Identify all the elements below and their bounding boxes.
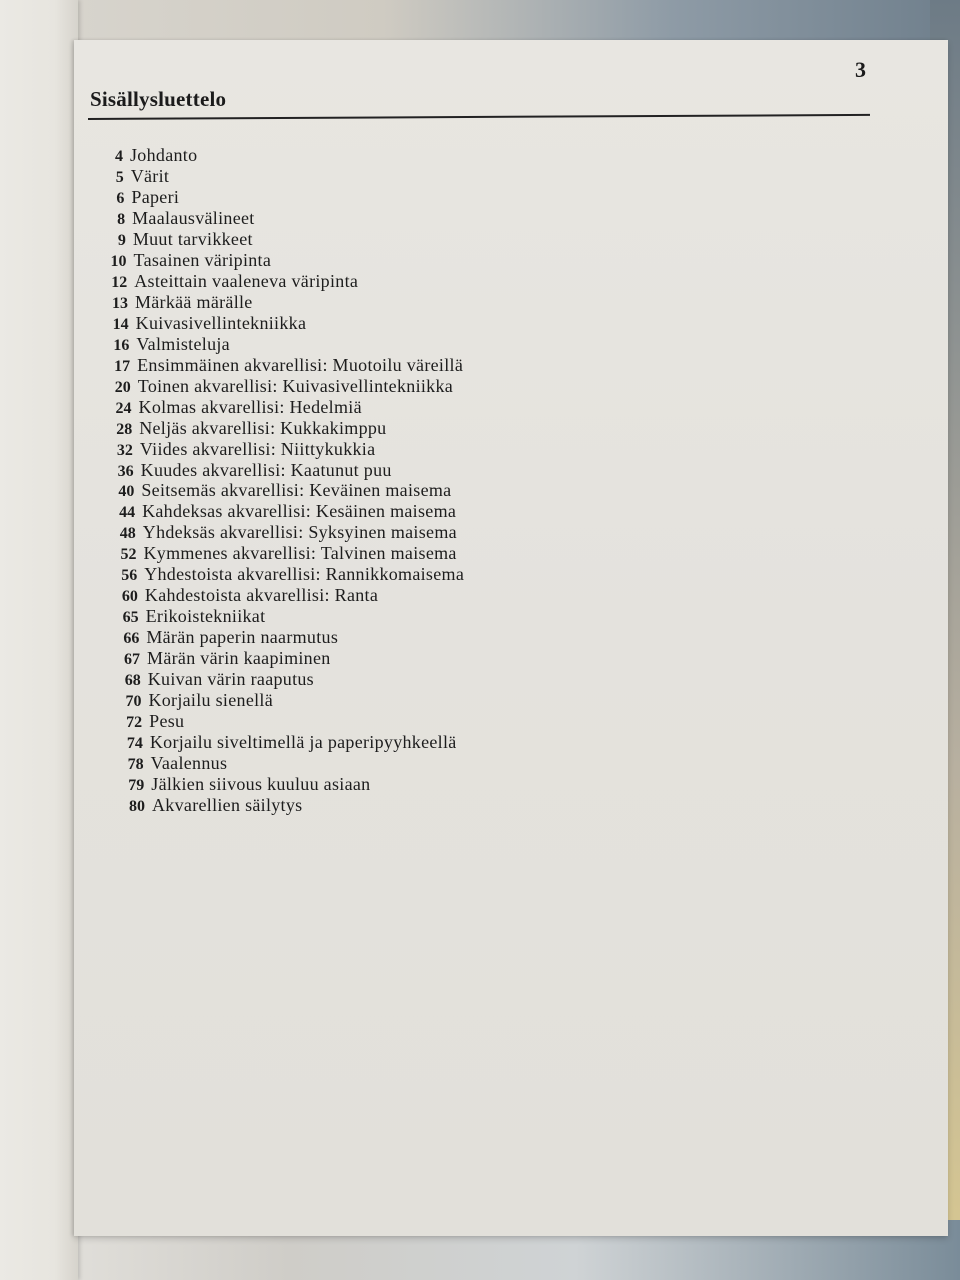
toc-entry (120, 795, 302, 817)
toc-page-number: 78 (127, 756, 144, 774)
toc-entry (116, 669, 314, 691)
toc-page-number: 20 (114, 378, 131, 396)
page-title: Sisällysluettelo (90, 87, 227, 111)
toc-title: Tasainen väripinta (133, 249, 272, 270)
toc-title: Kuivasivellintekniikka (135, 312, 307, 333)
toc-entry (111, 522, 457, 544)
toc-page-number: 79 (128, 777, 145, 795)
toc-page-number: 74 (126, 735, 143, 753)
toc-page-number: 9 (117, 231, 126, 249)
toc-entry (118, 732, 457, 754)
toc-title: Akvarellien säilytys (152, 795, 303, 815)
toc-title: Korjailu sienellä (148, 690, 273, 711)
toc-entry (105, 355, 463, 377)
toc-page-number: 72 (126, 714, 143, 732)
toc-entry (106, 376, 453, 398)
toc-title: Märän värin kaapiminen (147, 648, 331, 669)
toc-title: Värit (130, 165, 170, 186)
toc-title: Pesu (149, 711, 185, 732)
toc-title: Yhdeksäs akvarellisi: Syksyinen maisema (142, 522, 457, 543)
toc-title: Neljäs akvarellisi: Kukkakimppu (139, 417, 387, 438)
toc-entry (109, 460, 392, 482)
toc-entry (104, 313, 307, 335)
toc-page-number: 67 (124, 651, 141, 669)
toc-page-number: 65 (122, 609, 139, 627)
toc-page-number: 8 (117, 210, 126, 228)
toc-page-number: 56 (121, 567, 138, 585)
toc-title: Viides akvarellisi: Niittykukkia (139, 438, 376, 459)
toc-title: Seitsemäs akvarellisi: Keväinen maisema (141, 480, 452, 501)
toc-entry (104, 334, 230, 356)
toc-entry (107, 418, 386, 440)
toc-page-number: 24 (115, 399, 132, 417)
toc-page-number: 12 (111, 273, 128, 291)
toc-page-number: 13 (111, 294, 128, 312)
toc-entry (116, 690, 273, 712)
toc-page-number: 14 (112, 315, 129, 333)
toc-title: Yhdestoista akvarellisi: Rannikkomaisema (144, 564, 465, 585)
toc-entry (109, 480, 451, 502)
toc-page-number: 52 (120, 546, 137, 564)
toc-page-number: 44 (119, 504, 136, 522)
toc-page-number: 80 (129, 798, 145, 815)
page-number: 3 (855, 57, 866, 82)
toc-page-number: 16 (113, 336, 130, 354)
toc-page-number: 40 (118, 483, 135, 501)
toc-entry (99, 187, 179, 209)
toc-title: Johdanto (130, 145, 198, 165)
toc-title: Maalausvälineet (132, 207, 255, 228)
toc-page-number: 5 (115, 168, 124, 186)
toc-entry (115, 648, 331, 670)
toc-title: Kahdestoista akvarellisi: Ranta (144, 585, 379, 606)
toc-title: Kuudes akvarellisi: Kaatunut puu (140, 459, 392, 480)
toc-entry (102, 250, 272, 272)
toc-entry (110, 501, 456, 523)
toc-title: Märän paperin naarmutus (146, 627, 339, 648)
toc-title: Toinen akvarellisi: Kuivasivellintekniikka (137, 375, 454, 396)
toc-title: Muut tarvikkeet (132, 228, 253, 249)
toc-entry (103, 292, 253, 314)
toc-title: Vaalennus (150, 753, 228, 774)
toc-page-number: 48 (119, 525, 136, 543)
toc-entry (114, 627, 338, 649)
toc-entry (99, 166, 169, 188)
toc-entry (108, 439, 375, 461)
toc-title: Kymmenes akvarellisi: Talvinen maisema (143, 543, 457, 564)
toc-title: Asteittain vaaleneva väripinta (134, 270, 359, 291)
toc-page-number: 17 (114, 357, 131, 375)
toc-page-number: 70 (125, 693, 142, 711)
toc-entry (119, 753, 228, 775)
toc-entry (107, 397, 362, 419)
toc-title: Erikoistekniikat (145, 606, 266, 627)
toc-title: Kuivan värin raaputus (147, 669, 314, 690)
toc-entry (100, 208, 254, 230)
toc-page-number: 66 (123, 630, 140, 648)
toc-entry (112, 564, 464, 586)
toc-title: Kolmas akvarellisi: Hedelmiä (138, 396, 362, 417)
toc-entry (119, 774, 370, 796)
toc-title: Kahdeksas akvarellisi: Kesäinen maisema (142, 501, 457, 522)
toc-entry (111, 543, 456, 565)
toc-title: Korjailu siveltimellä ja paperipyyhkeellä (149, 732, 457, 753)
toc-page-number: 6 (116, 189, 125, 207)
toc-title: Valmisteluja (136, 333, 230, 354)
toc-title: Paperi (131, 186, 180, 207)
toc-entry (98, 145, 197, 167)
toc-entry (101, 229, 253, 251)
toc-title: Ensimmäinen akvarellisi: Muotoilu väreillä (137, 354, 464, 375)
toc-entry (113, 585, 378, 607)
toc-entry (102, 271, 358, 293)
toc-page-number: 68 (124, 672, 141, 690)
toc-entry (117, 711, 184, 733)
toc-page-number: 10 (110, 252, 127, 270)
toc-page-number: 32 (116, 441, 133, 459)
toc-page-number: 28 (116, 420, 133, 438)
toc-page-number: 60 (121, 588, 138, 606)
toc-page-number: 36 (117, 462, 134, 480)
toc-title: Märkää märälle (134, 291, 253, 312)
toc-page-number: 4 (115, 148, 123, 165)
toc-title: Jälkien siivous kuuluu asiaan (151, 774, 371, 795)
toc-entry (114, 606, 266, 628)
